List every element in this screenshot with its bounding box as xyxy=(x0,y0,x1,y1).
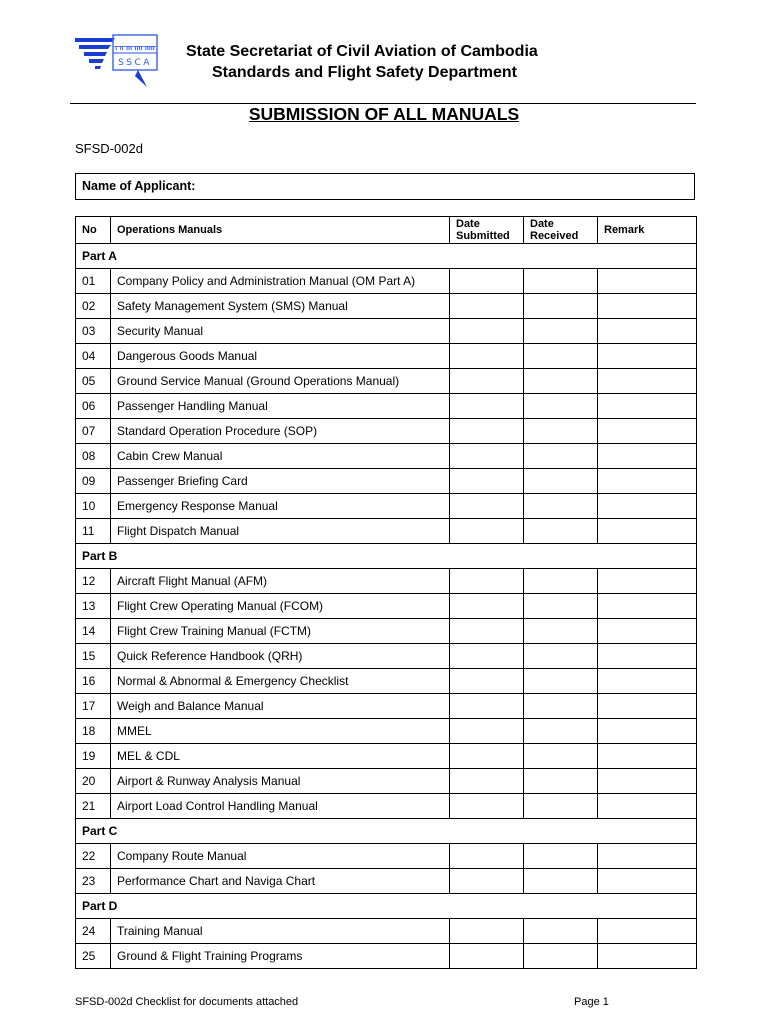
date-submitted-cell[interactable] xyxy=(450,619,524,644)
date-received-cell[interactable] xyxy=(524,744,598,769)
manual-name: Training Manual xyxy=(111,919,450,944)
row-number: 04 xyxy=(76,344,111,369)
manual-name: Flight Dispatch Manual xyxy=(111,519,450,544)
date-submitted-cell[interactable] xyxy=(450,519,524,544)
remark-cell[interactable] xyxy=(598,719,697,744)
remark-cell[interactable] xyxy=(598,519,697,544)
row-number: 21 xyxy=(76,794,111,819)
row-number: 25 xyxy=(76,944,111,969)
table-row xyxy=(76,944,697,969)
date-submitted-cell[interactable] xyxy=(450,669,524,694)
date-submitted-cell[interactable] xyxy=(450,269,524,294)
manual-name: Weigh and Balance Manual xyxy=(111,694,450,719)
manual-name: Safety Management System (SMS) Manual xyxy=(111,294,450,319)
header-remark: Remark xyxy=(598,217,697,244)
date-received-cell[interactable] xyxy=(524,769,598,794)
row-number: 23 xyxy=(76,869,111,894)
table-row xyxy=(76,269,697,294)
table-row xyxy=(76,319,697,344)
section-row xyxy=(76,544,697,569)
manual-name: Security Manual xyxy=(111,319,450,344)
date-received-cell[interactable] xyxy=(524,269,598,294)
remark-cell[interactable] xyxy=(598,419,697,444)
remark-cell[interactable] xyxy=(598,469,697,494)
date-received-cell[interactable] xyxy=(524,644,598,669)
remark-cell[interactable] xyxy=(598,394,697,419)
row-number: 18 xyxy=(76,719,111,744)
date-received-cell[interactable] xyxy=(524,944,598,969)
date-received-cell[interactable] xyxy=(524,319,598,344)
manual-name: Cabin Crew Manual xyxy=(111,444,450,469)
logo-wing-1 xyxy=(75,38,115,42)
header-operations-manuals: Operations Manuals xyxy=(111,217,450,244)
header-no: No xyxy=(76,217,111,244)
section-label: Part A xyxy=(76,244,697,269)
section-label: Part D xyxy=(76,894,697,919)
date-received-cell[interactable] xyxy=(524,369,598,394)
manuals-table xyxy=(75,216,697,969)
table-row xyxy=(76,294,697,319)
remark-cell[interactable] xyxy=(598,944,697,969)
logo-wing-3 xyxy=(84,52,107,56)
manual-name: Flight Crew Training Manual (FCTM) xyxy=(111,619,450,644)
manual-name: Quick Reference Handbook (QRH) xyxy=(111,644,450,669)
date-submitted-cell[interactable] xyxy=(450,494,524,519)
row-number: 05 xyxy=(76,369,111,394)
date-submitted-cell[interactable] xyxy=(450,944,524,969)
date-received-cell[interactable] xyxy=(524,444,598,469)
manual-name: Passenger Handling Manual xyxy=(111,394,450,419)
remark-cell[interactable] xyxy=(598,669,697,694)
row-number: 02 xyxy=(76,294,111,319)
remark-cell[interactable] xyxy=(598,344,697,369)
manual-name: Standard Operation Procedure (SOP) xyxy=(111,419,450,444)
table-row xyxy=(76,844,697,869)
date-submitted-cell[interactable] xyxy=(450,469,524,494)
footer-document-label: SFSD-002d Checklist for documents attached xyxy=(75,996,299,1008)
org-name-line1: State Secretariat of Civil Aviation of Cambodia xyxy=(186,43,538,60)
date-received-cell[interactable] xyxy=(524,494,598,519)
date-received-cell[interactable] xyxy=(524,519,598,544)
table-row xyxy=(76,494,697,519)
date-received-cell[interactable] xyxy=(524,619,598,644)
remark-cell[interactable] xyxy=(598,294,697,319)
manual-name: MMEL xyxy=(111,719,450,744)
date-received-cell[interactable] xyxy=(524,869,598,894)
date-received-cell[interactable] xyxy=(524,469,598,494)
row-number: 07 xyxy=(76,419,111,444)
manual-name: Ground Service Manual (Ground Operations Manual) xyxy=(111,369,450,394)
table-row xyxy=(76,619,697,644)
date-submitted-cell[interactable] xyxy=(450,844,524,869)
page-title: SUBMISSION OF ALL MANUALS xyxy=(248,104,520,124)
manual-name: Emergency Response Manual xyxy=(111,494,450,519)
remark-cell[interactable] xyxy=(598,319,697,344)
date-received-cell[interactable] xyxy=(524,719,598,744)
table-row xyxy=(76,519,697,544)
date-received-cell[interactable] xyxy=(524,394,598,419)
remark-cell[interactable] xyxy=(598,919,697,944)
date-received-cell[interactable] xyxy=(524,919,598,944)
date-received-cell[interactable] xyxy=(524,669,598,694)
table-row xyxy=(76,744,697,769)
date-submitted-cell[interactable] xyxy=(450,394,524,419)
manual-name: Company Route Manual xyxy=(111,844,450,869)
section-label: Part B xyxy=(76,544,697,569)
row-number: 20 xyxy=(76,769,111,794)
date-received-cell[interactable] xyxy=(524,694,598,719)
footer-page-number: Page 1 xyxy=(574,996,609,1008)
table-row xyxy=(76,369,697,394)
logo-wing-5 xyxy=(95,66,101,69)
date-submitted-cell[interactable] xyxy=(450,769,524,794)
remark-cell[interactable] xyxy=(598,569,697,594)
remark-cell[interactable] xyxy=(598,444,697,469)
section-row xyxy=(76,894,697,919)
remark-cell[interactable] xyxy=(598,694,697,719)
remark-cell[interactable] xyxy=(598,369,697,394)
row-number: 08 xyxy=(76,444,111,469)
row-number: 10 xyxy=(76,494,111,519)
header-date-received: Date Received xyxy=(524,217,598,244)
manual-name: Normal & Abnormal & Emergency Checklist xyxy=(111,669,450,694)
date-submitted-cell[interactable] xyxy=(450,919,524,944)
table-row xyxy=(76,444,697,469)
manual-name: Aircraft Flight Manual (AFM) xyxy=(111,569,450,594)
remark-cell[interactable] xyxy=(598,744,697,769)
manual-name: Airport Load Control Handling Manual xyxy=(111,794,450,819)
date-submitted-cell[interactable] xyxy=(450,369,524,394)
row-number: 09 xyxy=(76,469,111,494)
row-number: 11 xyxy=(76,519,111,544)
remark-cell[interactable] xyxy=(598,269,697,294)
row-number: 15 xyxy=(76,644,111,669)
table-row xyxy=(76,344,697,369)
date-submitted-cell[interactable] xyxy=(450,719,524,744)
ssca-logo xyxy=(75,30,171,88)
row-number: 17 xyxy=(76,694,111,719)
manual-name: Flight Crew Operating Manual (FCOM) xyxy=(111,594,450,619)
date-submitted-cell[interactable] xyxy=(450,744,524,769)
date-submitted-cell[interactable] xyxy=(450,594,524,619)
date-received-cell[interactable] xyxy=(524,594,598,619)
applicant-label: Name of Applicant: xyxy=(82,179,196,193)
date-submitted-cell[interactable] xyxy=(450,644,524,669)
section-row xyxy=(76,244,697,269)
manual-name: Performance Chart and Naviga Chart xyxy=(111,869,450,894)
row-number: 19 xyxy=(76,744,111,769)
date-submitted-cell[interactable] xyxy=(450,794,524,819)
table-row xyxy=(76,719,697,744)
row-number: 03 xyxy=(76,319,111,344)
row-number: 12 xyxy=(76,569,111,594)
table-row xyxy=(76,769,697,794)
date-submitted-cell[interactable] xyxy=(450,444,524,469)
manual-name: MEL & CDL xyxy=(111,744,450,769)
logo-wing-2 xyxy=(79,45,111,49)
table-row xyxy=(76,644,697,669)
header-date-submitted: Date Submitted xyxy=(450,217,524,244)
remark-cell[interactable] xyxy=(598,619,697,644)
remark-cell[interactable] xyxy=(598,794,697,819)
table-row xyxy=(76,919,697,944)
manual-name: Airport & Runway Analysis Manual xyxy=(111,769,450,794)
org-name-line2: Standards and Flight Safety Department xyxy=(212,64,517,81)
table-row xyxy=(76,794,697,819)
table-row xyxy=(76,694,697,719)
remark-cell[interactable] xyxy=(598,594,697,619)
logo-wing-4 xyxy=(89,59,104,63)
row-number: 06 xyxy=(76,394,111,419)
logo-script-text: ᚁᚂᚃᚄᚅ xyxy=(114,42,156,52)
manual-name: Company Policy and Administration Manual (OM Part A) xyxy=(111,269,450,294)
row-number: 01 xyxy=(76,269,111,294)
remark-cell[interactable] xyxy=(598,494,697,519)
table-row xyxy=(76,419,697,444)
logo-tail xyxy=(135,70,147,87)
remark-cell[interactable] xyxy=(598,869,697,894)
row-number: 24 xyxy=(76,919,111,944)
date-received-cell[interactable] xyxy=(524,794,598,819)
logo-ssca-text: SSCA xyxy=(118,58,152,68)
date-submitted-cell[interactable] xyxy=(450,319,524,344)
table-row xyxy=(76,594,697,619)
remark-cell[interactable] xyxy=(598,844,697,869)
row-number: 16 xyxy=(76,669,111,694)
section-row xyxy=(76,819,697,844)
date-received-cell[interactable] xyxy=(524,419,598,444)
date-submitted-cell[interactable] xyxy=(450,569,524,594)
manual-name: Passenger Briefing Card xyxy=(111,469,450,494)
date-received-cell[interactable] xyxy=(524,569,598,594)
remark-cell[interactable] xyxy=(598,644,697,669)
date-submitted-cell[interactable] xyxy=(450,344,524,369)
row-number: 14 xyxy=(76,619,111,644)
table-row xyxy=(76,869,697,894)
applicant-name-field[interactable] xyxy=(75,173,695,200)
table-row xyxy=(76,469,697,494)
row-number: 22 xyxy=(76,844,111,869)
date-submitted-cell[interactable] xyxy=(450,869,524,894)
table-row xyxy=(76,394,697,419)
table-row xyxy=(76,569,697,594)
manual-name: Ground & Flight Training Programs xyxy=(111,944,450,969)
form-code: SFSD-002d xyxy=(75,141,143,156)
section-label: Part C xyxy=(76,819,697,844)
manual-name: Dangerous Goods Manual xyxy=(111,344,450,369)
row-number: 13 xyxy=(76,594,111,619)
date-received-cell[interactable] xyxy=(524,294,598,319)
date-submitted-cell[interactable] xyxy=(450,694,524,719)
date-received-cell[interactable] xyxy=(524,844,598,869)
date-submitted-cell[interactable] xyxy=(450,419,524,444)
date-received-cell[interactable] xyxy=(524,344,598,369)
table-row xyxy=(76,669,697,694)
date-submitted-cell[interactable] xyxy=(450,294,524,319)
table-header-row xyxy=(76,217,697,244)
remark-cell[interactable] xyxy=(598,769,697,794)
